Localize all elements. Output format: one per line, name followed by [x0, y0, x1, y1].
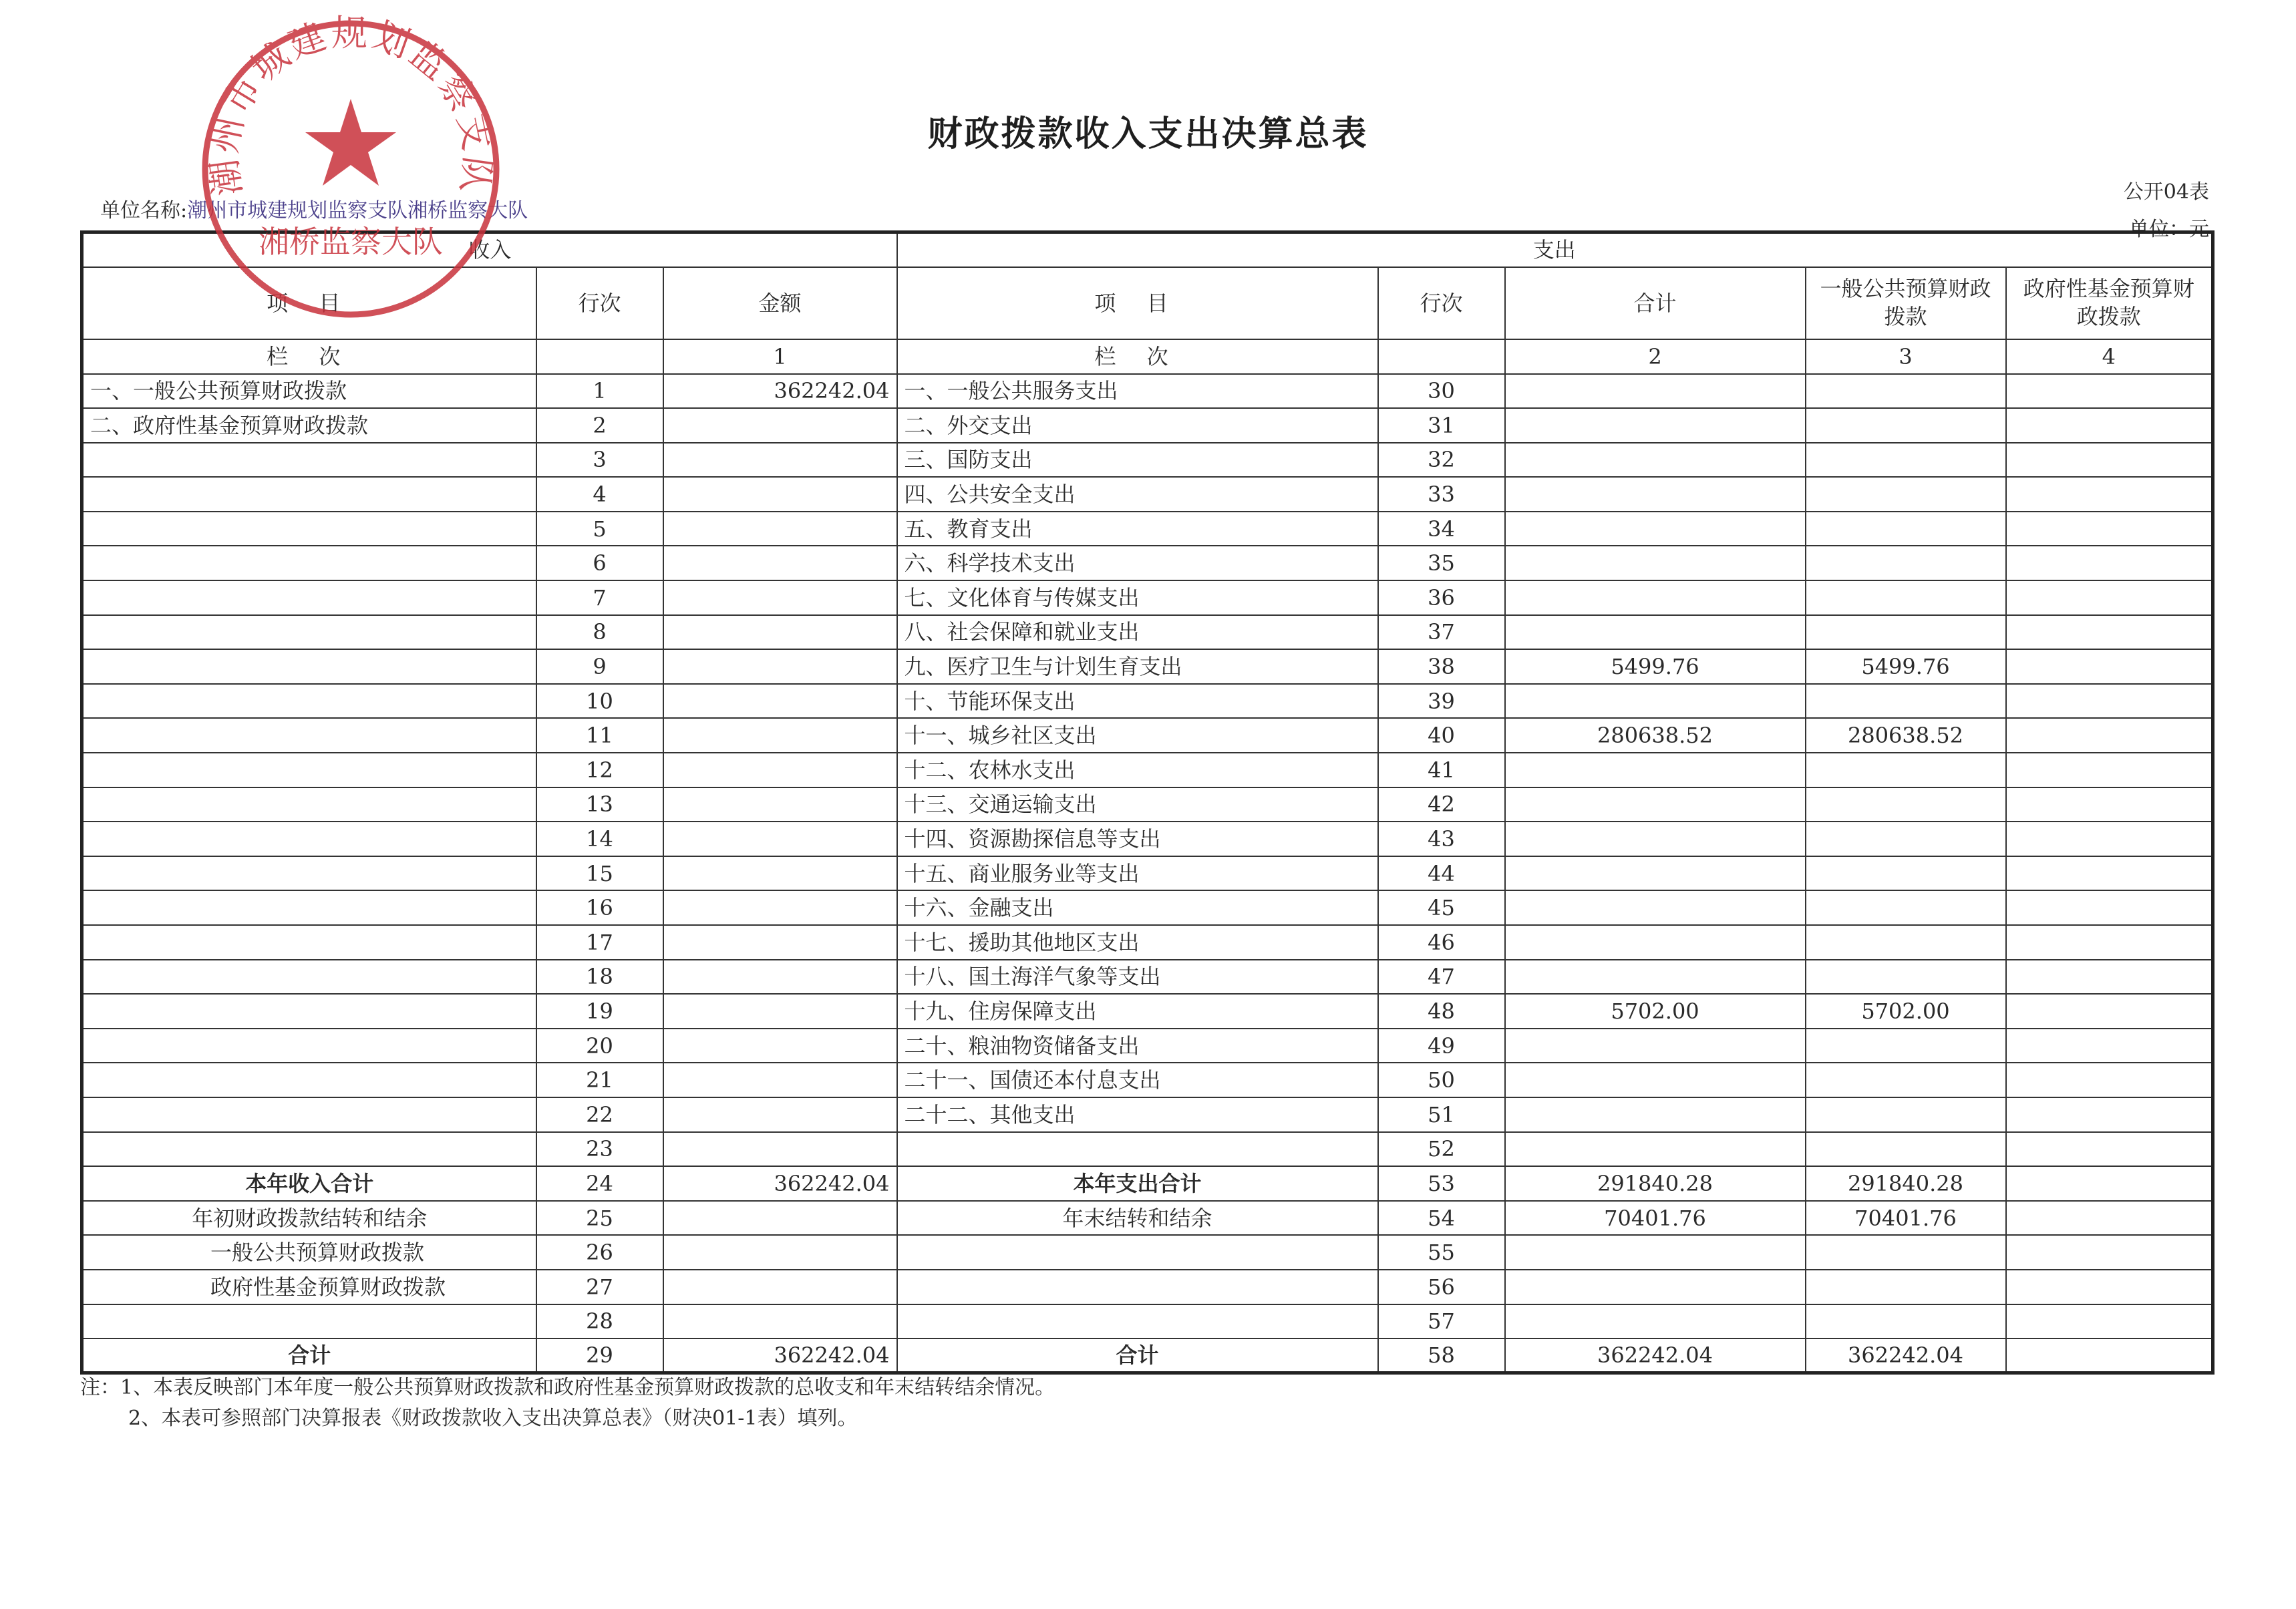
expense-row-no-cell: 35 — [1378, 546, 1505, 580]
expense-row-no-header: 行次 — [1378, 267, 1505, 339]
income-amount-cell — [663, 477, 897, 512]
fund-budget-cell — [2006, 477, 2213, 512]
expense-item-cell: 十九、住房保障支出 — [897, 994, 1378, 1029]
general-budget-cell — [1806, 684, 2006, 719]
expense-row-no-cell: 36 — [1378, 580, 1505, 615]
expense-item-cell — [897, 1132, 1378, 1167]
expense-item-cell: 本年支出合计 — [897, 1166, 1378, 1201]
col-number-3: 3 — [1806, 339, 2006, 374]
total-cell — [1505, 1029, 1806, 1063]
expense-row-no-cell: 31 — [1378, 408, 1505, 443]
income-amount-header: 金额 — [663, 267, 897, 339]
expense-row-no-cell: 34 — [1378, 512, 1505, 546]
income-item-cell — [82, 856, 536, 891]
income-row-no-cell: 22 — [536, 1097, 663, 1132]
income-amount-cell — [663, 512, 897, 546]
income-amount-cell — [663, 787, 897, 822]
fund-budget-cell — [2006, 1166, 2213, 1201]
fund-budget-cell — [2006, 890, 2213, 925]
expense-row-no-cell: 56 — [1378, 1270, 1505, 1304]
total-cell — [1505, 1063, 1806, 1097]
income-amount-cell — [663, 615, 897, 650]
table-row — [82, 1166, 2213, 1201]
general-budget-cell — [1806, 960, 2006, 995]
income-row-no-cell: 6 — [536, 546, 663, 580]
income-amount-cell — [663, 718, 897, 753]
general-budget-cell: 280638.52 — [1806, 718, 2006, 753]
general-budget-cell — [1806, 1235, 2006, 1270]
total-cell — [1505, 1304, 1806, 1339]
income-amount-cell: 362242.04 — [663, 1338, 897, 1373]
total-cell — [1505, 787, 1806, 822]
income-amount-cell — [663, 408, 897, 443]
total-cell: 5702.00 — [1505, 994, 1806, 1029]
general-budget-cell — [1806, 580, 2006, 615]
income-item-cell: 一、一般公共预算财政拨款 — [82, 374, 536, 409]
income-amount-cell — [663, 580, 897, 615]
income-item-cell: 一般公共预算财政拨款 — [82, 1235, 536, 1270]
expense-item-cell: 十一、城乡社区支出 — [897, 718, 1378, 753]
general-budget-header: 一般公共预算财政拨款 — [1806, 267, 2006, 339]
expense-item-cell: 二十二、其他支出 — [897, 1097, 1378, 1132]
table-row — [82, 649, 2213, 684]
fund-budget-cell — [2006, 822, 2213, 856]
expense-row-no-cell: 49 — [1378, 1029, 1505, 1063]
table-row — [82, 718, 2213, 753]
table-row — [82, 1270, 2213, 1304]
income-amount-cell — [663, 1029, 897, 1063]
fund-budget-cell — [2006, 1338, 2213, 1373]
fund-budget-cell — [2006, 1304, 2213, 1339]
fund-budget-cell — [2006, 856, 2213, 891]
expense-row-no-cell: 44 — [1378, 856, 1505, 891]
expense-row-no-cell: 32 — [1378, 443, 1505, 478]
fund-budget-cell — [2006, 753, 2213, 787]
income-amount-cell — [663, 960, 897, 995]
general-budget-cell — [1806, 477, 2006, 512]
expense-column-label: 栏 次 — [897, 339, 1378, 374]
general-budget-cell — [1806, 822, 2006, 856]
table-row — [82, 960, 2213, 995]
fund-budget-cell — [2006, 580, 2213, 615]
income-row-no-cell: 27 — [536, 1270, 663, 1304]
expense-item-cell: 合计 — [897, 1338, 1378, 1373]
income-item-cell — [82, 684, 536, 719]
table-row — [82, 1063, 2213, 1097]
fund-budget-cell — [2006, 960, 2213, 995]
total-cell — [1505, 512, 1806, 546]
table-row — [82, 512, 2213, 546]
expense-row-no-cell: 33 — [1378, 477, 1505, 512]
income-amount-cell: 362242.04 — [663, 374, 897, 409]
general-budget-cell — [1806, 512, 2006, 546]
general-budget-cell — [1806, 615, 2006, 650]
expense-item-cell: 三、国防支出 — [897, 443, 1378, 478]
total-cell — [1505, 684, 1806, 719]
expense-row-no-cell: 53 — [1378, 1166, 1505, 1201]
table-row — [82, 1132, 2213, 1167]
general-budget-cell: 291840.28 — [1806, 1166, 2006, 1201]
income-amount-cell — [663, 1201, 897, 1236]
expense-item-cell: 十八、国土海洋气象等支出 — [897, 960, 1378, 995]
currency-unit: 单位：元 — [2129, 218, 2209, 241]
budget-table — [80, 230, 2215, 1375]
expense-row-no-cell: 40 — [1378, 718, 1505, 753]
income-row-no-cell: 13 — [536, 787, 663, 822]
total-cell — [1505, 443, 1806, 478]
expense-row-no-cell: 48 — [1378, 994, 1505, 1029]
fund-budget-cell — [2006, 1029, 2213, 1063]
income-row-no-cell: 4 — [536, 477, 663, 512]
general-budget-cell — [1806, 443, 2006, 478]
income-amount-cell — [663, 753, 897, 787]
general-budget-cell — [1806, 374, 2006, 409]
income-amount-cell: 362242.04 — [663, 1166, 897, 1201]
expense-item-cell: 四、公共安全支出 — [897, 477, 1378, 512]
unit-name — [100, 194, 528, 223]
income-item-cell — [82, 822, 536, 856]
total-cell: 280638.52 — [1505, 718, 1806, 753]
fund-budget-header: 政府性基金预算财政拨款 — [2006, 267, 2213, 339]
total-cell — [1505, 925, 1806, 960]
general-budget-cell: 5702.00 — [1806, 994, 2006, 1029]
expense-row-no-cell: 55 — [1378, 1235, 1505, 1270]
income-amount-cell — [663, 684, 897, 719]
expense-item-cell: 八、社会保障和就业支出 — [897, 615, 1378, 650]
expense-row-no-cell: 45 — [1378, 890, 1505, 925]
unit-name-label: 单位名称: — [100, 199, 188, 222]
income-item-cell: 合计 — [82, 1338, 536, 1373]
expense-item-cell: 十、节能环保支出 — [897, 684, 1378, 719]
income-row-no-cell: 11 — [536, 718, 663, 753]
table-row — [82, 615, 2213, 650]
expense-row-no-cell: 47 — [1378, 960, 1505, 995]
table-row — [82, 822, 2213, 856]
table-row — [82, 856, 2213, 891]
income-item-cell: 年初财政拨款结转和结余 — [82, 1201, 536, 1236]
table-row — [82, 753, 2213, 787]
expense-item-cell: 九、医疗卫生与计划生育支出 — [897, 649, 1378, 684]
income-amount-cell — [663, 649, 897, 684]
expense-item-cell: 年末结转和结余 — [897, 1201, 1378, 1236]
general-budget-cell — [1806, 1097, 2006, 1132]
income-item-cell — [82, 753, 536, 787]
fund-budget-cell — [2006, 546, 2213, 580]
col-number-4: 4 — [2006, 339, 2213, 374]
expense-item-cell: 七、文化体育与传媒支出 — [897, 580, 1378, 615]
general-budget-cell — [1806, 1270, 2006, 1304]
footnotes — [80, 1373, 1055, 1434]
table-row — [82, 477, 2213, 512]
form-number: 公开04表 — [2123, 180, 2209, 204]
page-title: 财政拨款收入支出决算总表 — [927, 114, 1369, 154]
income-row-no-cell: 15 — [536, 856, 663, 891]
total-cell — [1505, 580, 1806, 615]
income-item-cell — [82, 615, 536, 650]
income-row-no-cell: 7 — [536, 580, 663, 615]
expense-row-no-cell: 43 — [1378, 822, 1505, 856]
income-item-cell — [82, 925, 536, 960]
table-row — [82, 787, 2213, 822]
fund-budget-cell — [2006, 1270, 2213, 1304]
total-cell — [1505, 856, 1806, 891]
income-row-no-cell: 12 — [536, 753, 663, 787]
income-item-cell — [82, 546, 536, 580]
income-amount-cell — [663, 1270, 897, 1304]
fund-budget-cell — [2006, 787, 2213, 822]
income-column-label: 栏 次 — [82, 339, 536, 374]
fund-budget-cell — [2006, 1063, 2213, 1097]
expense-row-no-cell: 52 — [1378, 1132, 1505, 1167]
expense-item-cell: 十五、商业服务业等支出 — [897, 856, 1378, 891]
income-row-no-cell: 19 — [536, 994, 663, 1029]
income-item-cell — [82, 1063, 536, 1097]
income-item-cell — [82, 580, 536, 615]
income-item-cell — [82, 890, 536, 925]
income-item-cell — [82, 787, 536, 822]
col-number-1: 1 — [663, 339, 897, 374]
income-amount-cell — [663, 890, 897, 925]
income-item-cell: 二、政府性基金预算财政拨款 — [82, 408, 536, 443]
expense-row-no-cell: 57 — [1378, 1304, 1505, 1339]
general-budget-cell — [1806, 856, 2006, 891]
income-amount-cell — [663, 822, 897, 856]
income-row-no-cell: 16 — [536, 890, 663, 925]
expense-row-no-cell: 39 — [1378, 684, 1505, 719]
expense-row-no-cell: 30 — [1378, 374, 1505, 409]
expense-row-no-cell: 46 — [1378, 925, 1505, 960]
expense-item-cell: 二、外交支出 — [897, 408, 1378, 443]
income-amount-cell — [663, 1132, 897, 1167]
general-budget-cell — [1806, 1132, 2006, 1167]
table-row — [82, 994, 2213, 1029]
table-row — [82, 684, 2213, 719]
total-cell: 291840.28 — [1505, 1166, 1806, 1201]
income-row-no-cell: 23 — [536, 1132, 663, 1167]
total-cell — [1505, 960, 1806, 995]
expense-row-no-cell: 50 — [1378, 1063, 1505, 1097]
income-row-no-cell: 10 — [536, 684, 663, 719]
income-amount-cell — [663, 1097, 897, 1132]
fund-budget-cell — [2006, 718, 2213, 753]
income-row-no-cell: 25 — [536, 1201, 663, 1236]
income-item-header: 项 目 — [82, 267, 536, 339]
expense-header: 支出 — [897, 232, 2213, 267]
income-item-cell — [82, 960, 536, 995]
fund-budget-cell — [2006, 615, 2213, 650]
total-cell: 70401.76 — [1505, 1201, 1806, 1236]
income-header: 收入 — [82, 232, 897, 267]
income-item-cell — [82, 477, 536, 512]
total-cell — [1505, 477, 1806, 512]
fund-budget-cell — [2006, 408, 2213, 443]
total-cell — [1505, 890, 1806, 925]
fund-budget-cell — [2006, 994, 2213, 1029]
expense-item-cell — [897, 1304, 1378, 1339]
expense-item-cell: 十六、金融支出 — [897, 890, 1378, 925]
income-row-no-cell: 24 — [536, 1166, 663, 1201]
total-cell — [1505, 1097, 1806, 1132]
income-row-no-cell: 1 — [536, 374, 663, 409]
fund-budget-cell — [2006, 1201, 2213, 1236]
expense-row-no-cell: 38 — [1378, 649, 1505, 684]
income-item-cell — [82, 1304, 536, 1339]
fund-budget-cell — [2006, 374, 2213, 409]
expense-row-no-cell: 51 — [1378, 1097, 1505, 1132]
fund-budget-cell — [2006, 1097, 2213, 1132]
income-item-cell — [82, 1029, 536, 1063]
income-item-cell: 政府性基金预算财政拨款 — [82, 1270, 536, 1304]
income-row-no-cell: 26 — [536, 1235, 663, 1270]
income-item-cell — [82, 994, 536, 1029]
general-budget-cell — [1806, 890, 2006, 925]
total-cell: 5499.76 — [1505, 649, 1806, 684]
general-budget-cell — [1806, 1304, 2006, 1339]
table-row — [82, 443, 2213, 478]
income-row-no-cell: 29 — [536, 1338, 663, 1373]
income-amount-cell — [663, 994, 897, 1029]
expense-item-cell: 二十、粮油物资储备支出 — [897, 1029, 1378, 1063]
expense-item-cell: 五、教育支出 — [897, 512, 1378, 546]
income-row-no-cell: 2 — [536, 408, 663, 443]
income-row-no-cell: 21 — [536, 1063, 663, 1097]
expense-item-header: 项 目 — [897, 267, 1378, 339]
total-cell — [1505, 408, 1806, 443]
income-item-cell — [82, 1097, 536, 1132]
table-row — [82, 925, 2213, 960]
income-row-no-header: 行次 — [536, 267, 663, 339]
income-amount-cell — [663, 1304, 897, 1339]
table-row — [82, 1097, 2213, 1132]
table-row — [82, 374, 2213, 409]
income-amount-cell — [663, 925, 897, 960]
income-row-no-cell: 3 — [536, 443, 663, 478]
total-cell — [1505, 1132, 1806, 1167]
income-row-no-cell: 9 — [536, 649, 663, 684]
seal-text: 潮州市城建规划监察支队 — [202, 12, 499, 198]
income-row-no-cell: 5 — [536, 512, 663, 546]
table-row — [82, 1304, 2213, 1339]
general-budget-cell: 70401.76 — [1806, 1201, 2006, 1236]
expense-row-no-cell: 54 — [1378, 1201, 1505, 1236]
fund-budget-cell — [2006, 443, 2213, 478]
income-item-cell — [82, 718, 536, 753]
income-amount-cell — [663, 1235, 897, 1270]
total-cell — [1505, 546, 1806, 580]
general-budget-cell — [1806, 787, 2006, 822]
general-budget-cell — [1806, 1029, 2006, 1063]
table-row — [82, 580, 2213, 615]
income-amount-cell — [663, 546, 897, 580]
total-cell — [1505, 374, 1806, 409]
table-row — [82, 1338, 2213, 1373]
general-budget-cell — [1806, 753, 2006, 787]
total-cell — [1505, 615, 1806, 650]
general-budget-cell: 362242.04 — [1806, 1338, 2006, 1373]
income-amount-cell — [663, 443, 897, 478]
income-item-cell: 本年收入合计 — [82, 1166, 536, 1201]
fund-budget-cell — [2006, 649, 2213, 684]
general-budget-cell — [1806, 546, 2006, 580]
empty-cell — [536, 339, 663, 374]
table-row — [82, 1029, 2213, 1063]
expense-row-no-cell: 41 — [1378, 753, 1505, 787]
note-2: 2、本表可参照部门决算报表《财政拨款收入支出决算总表》（财决01-1表）填列。 — [128, 1407, 858, 1430]
table-row — [82, 890, 2213, 925]
income-row-no-cell: 14 — [536, 822, 663, 856]
fund-budget-cell — [2006, 925, 2213, 960]
table-row — [82, 408, 2213, 443]
income-row-no-cell: 8 — [536, 615, 663, 650]
general-budget-cell — [1806, 408, 2006, 443]
col-number-2: 2 — [1505, 339, 1806, 374]
income-item-cell — [82, 443, 536, 478]
expense-item-cell — [897, 1270, 1378, 1304]
empty-cell — [1378, 339, 1505, 374]
expense-item-cell: 一、一般公共服务支出 — [897, 374, 1378, 409]
expense-item-cell: 六、科学技术支出 — [897, 546, 1378, 580]
total-cell — [1505, 822, 1806, 856]
total-header: 合计 — [1505, 267, 1806, 339]
fund-budget-cell — [2006, 684, 2213, 719]
seal-subtext: 湘桥监察大队 — [259, 224, 443, 260]
income-item-cell — [82, 512, 536, 546]
income-row-no-cell: 17 — [536, 925, 663, 960]
table-row — [82, 1201, 2213, 1236]
expense-item-cell: 十七、援助其他地区支出 — [897, 925, 1378, 960]
expense-item-cell: 十三、交通运输支出 — [897, 787, 1378, 822]
expense-item-cell: 十四、资源勘探信息等支出 — [897, 822, 1378, 856]
fund-budget-cell — [2006, 1235, 2213, 1270]
total-cell: 362242.04 — [1505, 1338, 1806, 1373]
income-row-no-cell: 18 — [536, 960, 663, 995]
expense-item-cell — [897, 1235, 1378, 1270]
expense-item-cell: 二十一、国债还本付息支出 — [897, 1063, 1378, 1097]
total-cell — [1505, 1270, 1806, 1304]
income-item-cell — [82, 1132, 536, 1167]
table-row — [82, 1235, 2213, 1270]
general-budget-cell: 5499.76 — [1806, 649, 2006, 684]
income-row-no-cell: 28 — [536, 1304, 663, 1339]
income-amount-cell — [663, 1063, 897, 1097]
note-1: 注：1、本表反映部门本年度一般公共预算财政拨款和政府性基金预算财政拨款的总收支和年末结转结余情况。 — [80, 1376, 1055, 1399]
expense-row-no-cell: 37 — [1378, 615, 1505, 650]
income-row-no-cell: 20 — [536, 1029, 663, 1063]
expense-item-cell: 十二、农林水支出 — [897, 753, 1378, 787]
income-item-cell — [82, 649, 536, 684]
fund-budget-cell — [2006, 512, 2213, 546]
expense-row-no-cell: 58 — [1378, 1338, 1505, 1373]
total-cell — [1505, 753, 1806, 787]
income-amount-cell — [663, 856, 897, 891]
unit-name-value: 潮州市城建规划监察支队湘桥监察大队 — [187, 199, 528, 222]
fund-budget-cell — [2006, 1132, 2213, 1167]
general-budget-cell — [1806, 925, 2006, 960]
total-cell — [1505, 1235, 1806, 1270]
expense-row-no-cell: 42 — [1378, 787, 1505, 822]
general-budget-cell — [1806, 1063, 2006, 1097]
table-row — [82, 546, 2213, 580]
